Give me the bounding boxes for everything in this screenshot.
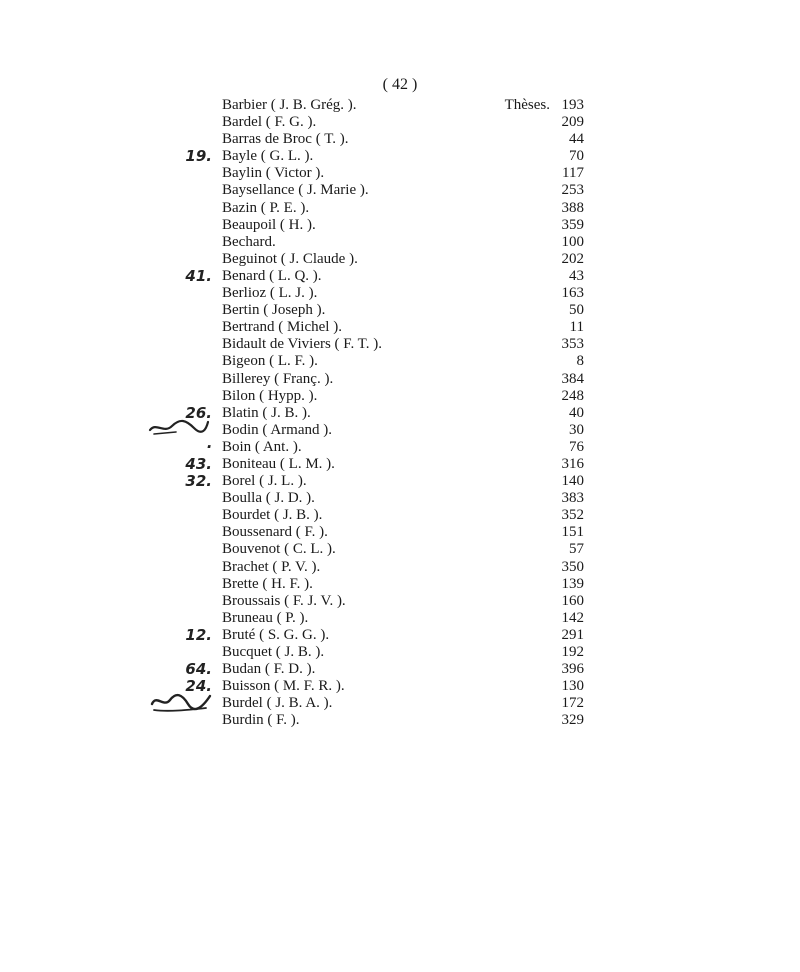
entry-number: 100 <box>561 233 584 250</box>
entry-number: 359 <box>561 216 584 233</box>
entry-number: 329 <box>561 712 584 729</box>
entry-name: Bigeon ( L. F. ). <box>222 353 318 370</box>
entry-name: Barras de Broc ( T. ). <box>222 131 349 148</box>
entry-number: 202 <box>561 250 584 267</box>
entry-name: Barbier ( J. B. Grég. ). <box>222 97 357 113</box>
entry-row <box>0 712 800 729</box>
entry-row <box>0 576 800 593</box>
entry-row <box>0 353 800 370</box>
entry-number: 30 <box>569 421 584 438</box>
entry-number: 40 <box>569 404 584 421</box>
entry-row <box>0 97 800 114</box>
entry-number: 350 <box>561 558 584 575</box>
entry-row <box>0 456 800 473</box>
entry-name: Boussenard ( F. ). <box>222 524 328 541</box>
entry-row <box>0 319 800 336</box>
entry-name: Beaupoil ( H. ). <box>222 216 316 233</box>
entry-list <box>0 97 800 729</box>
entry-row <box>0 234 800 251</box>
entry-name: Burdel ( J. B. A. ). <box>222 695 333 712</box>
entry-name: Budan ( F. D. ). <box>222 661 316 678</box>
entry-name: Boin ( Ant. ). <box>222 438 302 455</box>
margin-annotation: 26. <box>185 403 212 422</box>
entry-number: 140 <box>561 473 584 490</box>
entry-row <box>0 285 800 302</box>
entry-number: 151 <box>561 524 584 541</box>
entry-row <box>0 200 800 217</box>
entry-row <box>0 302 800 319</box>
entry-number: 11 <box>569 319 584 336</box>
entry-row <box>0 593 800 610</box>
entry-row <box>0 268 800 285</box>
entry-name: Borel ( J. L. ). <box>222 473 307 490</box>
entry-number: 139 <box>561 575 584 592</box>
entry-row <box>0 507 800 524</box>
margin-annotation: 32. <box>185 472 212 491</box>
entry-row <box>0 131 800 148</box>
entry-name: Burdin ( F. ). <box>222 712 300 729</box>
entry-number: 76 <box>569 438 584 455</box>
entry-name: Blatin ( J. B. ). <box>222 404 311 421</box>
margin-annotation: · <box>206 438 212 456</box>
entry-number: 383 <box>561 490 584 507</box>
entry-row <box>0 661 800 678</box>
entry-name: Buisson ( M. F. R. ). <box>222 678 345 695</box>
entry-number: 209 <box>561 114 584 131</box>
entry-name: Bucquet ( J. B. ). <box>222 644 325 660</box>
entry-row <box>0 524 800 541</box>
entry-number: 142 <box>561 609 584 626</box>
entry-name: Bardel ( F. G. ). <box>222 114 317 131</box>
entry-name: Bayle ( G. L. ). <box>222 148 314 165</box>
entry-name: Brette ( H. F. ). <box>222 575 313 592</box>
entry-name: Bertin ( Joseph ). <box>222 302 326 319</box>
entry-number: 316 <box>561 455 584 472</box>
entry-row <box>0 148 800 165</box>
entry-number: 291 <box>561 626 584 643</box>
entry-row <box>0 695 800 712</box>
entry-name: Bouvenot ( C. L. ). <box>222 541 336 558</box>
entry-row <box>0 559 800 576</box>
margin-annotation: 12. <box>185 626 212 645</box>
entry-name: Bechard. <box>222 233 276 250</box>
entry-name: Benard ( L. Q. ). <box>222 267 322 284</box>
entry-number: 50 <box>569 302 584 319</box>
entry-number: 384 <box>561 370 584 387</box>
entry-number: 57 <box>569 541 584 558</box>
entry-name: Bilon ( Hypp. ). <box>222 387 318 404</box>
entry-row <box>0 610 800 627</box>
entry-row <box>0 627 800 644</box>
entry-row <box>0 371 800 388</box>
entry-name: Beguinot ( J. Claude ). <box>222 250 358 267</box>
entry-name: Baylin ( Victor ). <box>222 165 325 182</box>
entry-row <box>0 541 800 558</box>
entry-name: Bourdet ( J. B. ). <box>222 507 323 524</box>
entry-row <box>0 165 800 182</box>
entry-number: 70 <box>569 148 584 165</box>
entry-number: 44 <box>569 131 584 148</box>
entry-name: Bertrand ( Michel ). <box>222 319 342 336</box>
entry-number: 192 <box>561 644 584 660</box>
entry-number: 353 <box>561 336 584 353</box>
entry-name: Broussais ( F. J. V. ). <box>222 592 346 609</box>
entry-name: Bodin ( Armand ). <box>222 421 332 438</box>
margin-annotation: 24. <box>185 677 212 696</box>
page-number: ( 42 ) <box>382 76 418 93</box>
entry-number: 253 <box>561 182 584 199</box>
entry-name: Billerey ( Franç. ). <box>222 370 334 387</box>
entry-row <box>0 182 800 199</box>
entry-row <box>0 336 800 353</box>
entry-row <box>0 251 800 268</box>
entry-name: Bruneau ( P. ). <box>222 609 309 626</box>
entry-name: Bidault de Viviers ( F. T. ). <box>222 336 382 353</box>
entry-row <box>0 422 800 439</box>
margin-annotation: 43. <box>185 455 212 474</box>
column-label: Thèses. <box>504 97 550 113</box>
entry-row <box>0 388 800 405</box>
entry-row <box>0 114 800 131</box>
entry-name: Bazin ( P. E. ). <box>222 199 310 216</box>
entry-name: Brachet ( P. V. ). <box>222 558 321 575</box>
entry-number: 163 <box>561 285 584 302</box>
entry-number: 396 <box>561 661 584 678</box>
entry-number: 172 <box>561 695 584 712</box>
entry-row <box>0 473 800 490</box>
entry-number: 117 <box>562 165 584 182</box>
entry-number: 388 <box>561 199 584 216</box>
entry-number: 130 <box>561 678 584 695</box>
entry-row <box>0 644 800 661</box>
entry-number: 352 <box>561 507 584 524</box>
entry-name: Baysellance ( J. Marie ). <box>222 182 369 199</box>
entry-name: Boulla ( J. D. ). <box>222 490 315 507</box>
entry-number: 160 <box>561 592 584 609</box>
entry-number: 8 <box>576 353 584 370</box>
entry-row <box>0 439 800 456</box>
entry-name: Bruté ( S. G. G. ). <box>222 626 330 643</box>
margin-annotation: 64. <box>185 660 212 679</box>
entry-row <box>0 217 800 234</box>
entry-name: Boniteau ( L. M. ). <box>222 455 335 472</box>
entry-number: 248 <box>561 387 584 404</box>
entry-name: Berlioz ( L. J. ). <box>222 285 318 302</box>
entry-row <box>0 678 800 695</box>
entry-number: 43 <box>569 267 584 284</box>
margin-annotation: 19. <box>185 147 212 166</box>
entry-row <box>0 490 800 507</box>
margin-annotation: 41. <box>185 267 212 285</box>
entry-row <box>0 405 800 422</box>
entry-number: 193 <box>561 97 584 113</box>
